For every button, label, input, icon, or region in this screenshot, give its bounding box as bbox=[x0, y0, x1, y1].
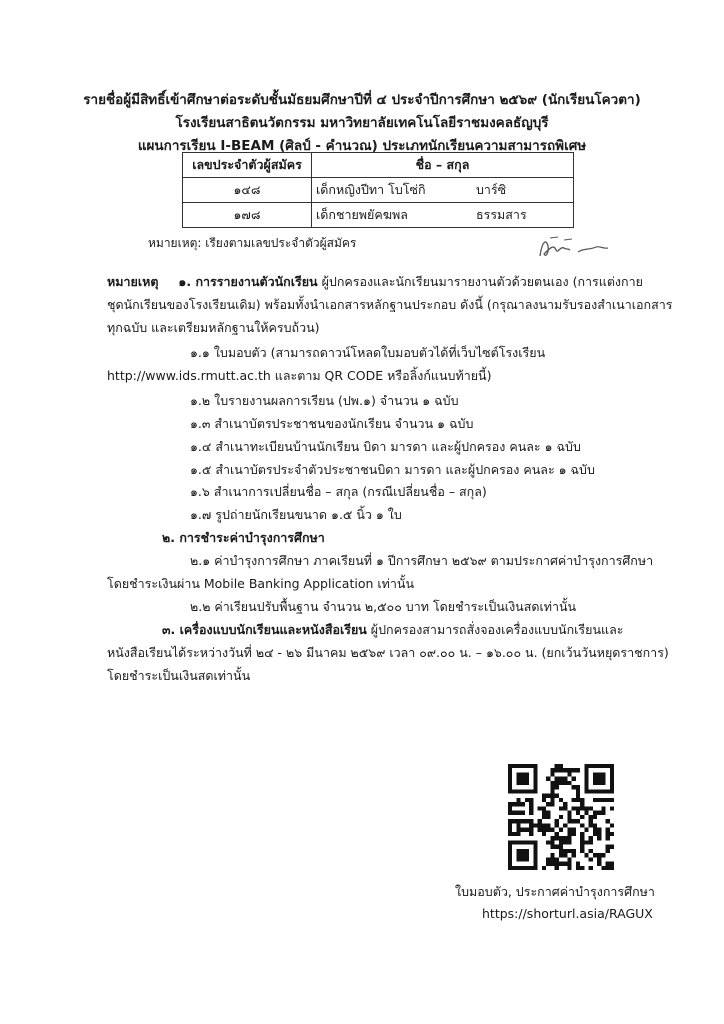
title-line-3: แผนการเรียน I-BEAM (ศิลป์ - คำนวณ) ประเภทนักเรียนความสามารถพิเศษ bbox=[137, 138, 587, 154]
section-1-text: ผู้ปกครองและนักเรียนมารายงานตัวด้วยตนเอง (การแต่งกาย bbox=[317, 274, 643, 289]
section-1-title: ๑. การรายงานตัวนักเรียน bbox=[178, 274, 318, 289]
section-3-text-line-2: หนังสือเรียนได้ระหว่างวันที่ ๒๔ - ๒๖ มีนาคม ๒๕๖๙ เวลา ๐๙.๐๐ น. – ๑๖.๐๐ น. (ยกเว้นวันหยุดราชการ) bbox=[107, 645, 669, 660]
table-footnote: หมายเหตุ: เรียงตามเลขประจำตัวผู้สมัคร bbox=[148, 236, 357, 250]
section-3-text: ผู้ปกครองสามารถสั่งจองเครื่องแบบนักเรียนและ bbox=[366, 622, 624, 637]
notes-paragraph-1 bbox=[107, 272, 643, 292]
student-first-name: เด็กชายพยัคฆพล bbox=[316, 207, 408, 222]
item-1-5: ๑.๕ สำเนาบัตรประจำตัวประชาชนบิดา มารดา และผู้ปกครอง คนละ ๑ ฉบับ bbox=[190, 462, 595, 477]
student-last-name: บาร์ซิ bbox=[476, 182, 507, 197]
qr-caption: ใบมอบตัว, ประกาศค่าบำรุงการศึกษา bbox=[455, 884, 655, 899]
title-line-2: โรงเรียนสาธิตนวัตกรรม มหาวิทยาลัยเทคโนโลยีราชมงคลธัญบุรี bbox=[175, 115, 549, 131]
section-3-title: ๓. เครื่องแบบนักเรียนและหนังสือเรียน bbox=[162, 622, 367, 637]
item-2-1: ๒.๑ ค่าบำรุงการศึกษา ภาคเรียนที่ ๑ ปีการศึกษา ๒๕๖๙ ตามประกาศค่าบำรุงการศึกษา bbox=[190, 553, 654, 568]
notes-prefix: หมายเหตุ bbox=[107, 274, 159, 289]
column-header-name: ชื่อ – สกุล bbox=[312, 153, 574, 178]
item-2-1-continued: โดยชำระเงินผ่าน Mobile Banking Application เท่านั้น bbox=[107, 576, 414, 591]
section-3-text-line-3: โดยชำระเป็นเงินสดเท่านั้น bbox=[107, 668, 251, 683]
section-1-text-line-2: ชุดนักเรียนของโรงเรียนเดิม) พร้อมทั้งนำเอกสารหลักฐานประกอบ ดังนี้ (กรุณาลงนามรับรองสำเนาเอกสาร bbox=[107, 297, 673, 312]
qr-url: https://shorturl.asia/RAGUX bbox=[482, 906, 653, 921]
student-name bbox=[312, 178, 574, 203]
section-1-text-line-3: ทุกฉบับ และเตรียมหลักฐานให้ครบถ้วน) bbox=[107, 320, 320, 335]
section-3-paragraph bbox=[162, 620, 623, 640]
item-1-2: ๑.๒ ใบรายงานผลการเรียน (ปพ.๑) จำนวน ๑ ฉบับ bbox=[190, 393, 459, 408]
item-1-1-continued: http://www.ids.rmutt.ac.th และตาม QR CODE หรือลิ้งก์แนบท้ายนี้) bbox=[107, 368, 492, 383]
student-last-name: ธรรมสาร bbox=[476, 207, 527, 222]
qr-code bbox=[508, 764, 614, 870]
item-2-2: ๒.๒ ค่าเรียนปรับพื้นฐาน จำนวน ๒,๕๐๐ บาท โดยชำระเป็นเงินสดเท่านั้น bbox=[190, 599, 577, 614]
applicant-number: ๑๔๘ bbox=[183, 178, 312, 203]
applicant-number: ๑๗๘ bbox=[183, 203, 312, 228]
item-1-4: ๑.๔ สำเนาทะเบียนบ้านนักเรียน บิดา มารดา และผู้ปกครอง คนละ ๑ ฉบับ bbox=[190, 439, 581, 454]
item-1-1: ๑.๑ ใบมอบตัว (สามารถดาวน์โหลดใบมอบตัวได้ที่เว็บไซต์โรงเรียน bbox=[190, 345, 546, 360]
table-header-row bbox=[183, 153, 574, 178]
column-header-applicant-number: เลขประจำตัวผู้สมัคร bbox=[183, 153, 312, 178]
item-1-7: ๑.๗ รูปถ่ายนักเรียนขนาด ๑.๕ นิ้ว ๑ ใบ bbox=[190, 507, 402, 522]
item-1-3: ๑.๓ สำเนาบัตรประชาชนของนักเรียน จำนวน ๑ ฉบับ bbox=[190, 416, 474, 431]
title-line-1: รายชื่อผู้มีสิทธิ์เข้าศึกษาต่อระดับชั้นมัธยมศึกษาปีที่ ๔ ประจำปีการศึกษา ๒๕๖๙ (นักเรียนโควตา) bbox=[83, 92, 641, 108]
section-2-title: ๒. การชำระค่าบำรุงการศึกษา bbox=[162, 530, 325, 545]
handwritten-signature bbox=[534, 232, 614, 264]
student-first-name: เด็กหญิงปีทา โบโซ่กิ bbox=[316, 182, 426, 197]
student-list-table bbox=[182, 152, 574, 228]
table-row bbox=[183, 203, 574, 228]
item-1-6: ๑.๖ สำเนาการเปลี่ยนชื่อ – สกุล (กรณีเปลี่ยนชื่อ – สกุล) bbox=[190, 484, 487, 499]
student-name bbox=[312, 203, 574, 228]
table-row bbox=[183, 178, 574, 203]
